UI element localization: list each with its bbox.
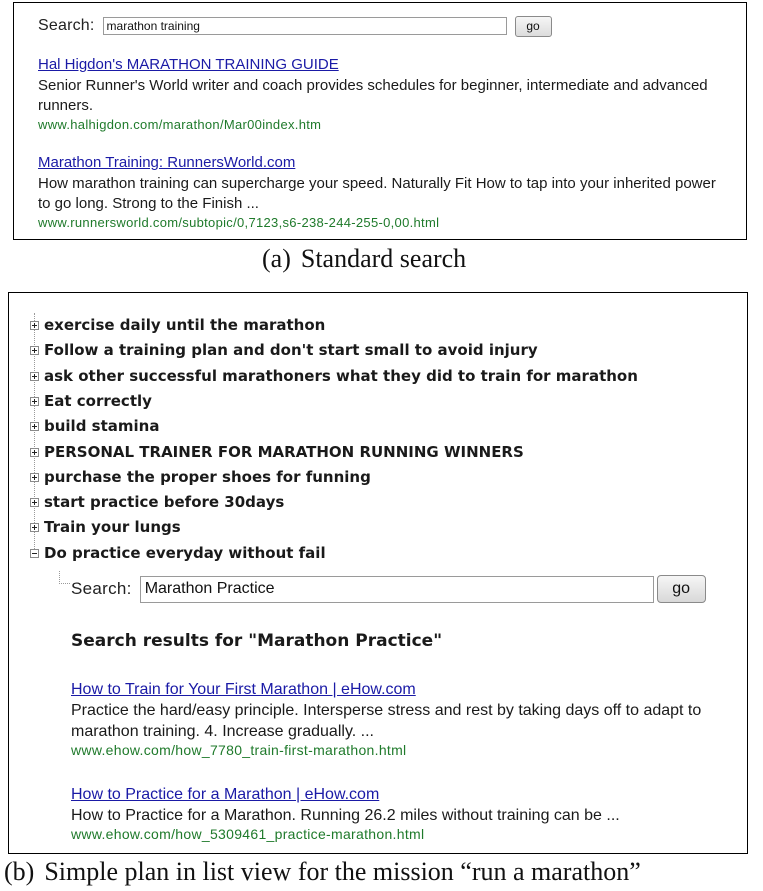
plan-step-label: Follow a training plan and don't start small to avoid injury — [44, 341, 538, 359]
sub-go-button[interactable]: go — [657, 575, 706, 603]
plan-step-item[interactable] — [30, 366, 638, 386]
caption-b-text: Simple plan in list view for the mission “run a marathon” — [44, 857, 641, 886]
plan-step-item[interactable] — [30, 416, 159, 436]
results-heading: Search results for "Marathon Practice" — [71, 631, 443, 651]
plan-step-label: exercise daily until the marathon — [44, 316, 326, 334]
caption-a — [262, 244, 466, 274]
expand-toggle-icon[interactable] — [30, 498, 39, 507]
plan-step-label: Eat correctly — [44, 392, 152, 410]
search-result — [71, 785, 736, 842]
standard-search-panel — [13, 2, 747, 240]
result-url: www.ehow.com/how_7780_train-first-marathon.html — [71, 742, 407, 758]
result-title-link[interactable]: How to Train for Your First Marathon | eHow.com — [71, 681, 416, 698]
search-result — [38, 56, 728, 132]
plan-step-label: Do practice everyday without fail — [44, 544, 326, 562]
caption-b — [4, 857, 641, 887]
search-result — [38, 154, 728, 230]
plan-step-item[interactable] — [30, 492, 284, 512]
search-input[interactable] — [103, 17, 507, 35]
search-label: Search: — [38, 17, 95, 34]
sub-search-bar — [71, 574, 706, 604]
result-title-link[interactable]: Hal Higdon's MARATHON TRAINING GUIDE — [38, 56, 339, 73]
collapse-toggle-icon[interactable] — [30, 549, 39, 558]
plan-step-label: ask other successful marathoners what they did to train for marathon — [44, 367, 638, 385]
caption-a-label: (a) — [262, 244, 291, 273]
plan-step-label: start practice before 30days — [44, 493, 285, 511]
plan-step-item[interactable] — [30, 442, 524, 462]
caption-a-text: Standard search — [300, 244, 467, 273]
expand-toggle-icon[interactable] — [30, 372, 39, 381]
expand-toggle-icon[interactable] — [30, 397, 39, 406]
result-url: www.runnersworld.com/subtopic/0,7123,s6-238-244-255-0,00.html — [38, 215, 440, 230]
expand-toggle-icon[interactable] — [30, 346, 39, 355]
sub-search-input[interactable] — [140, 576, 654, 603]
expand-toggle-icon[interactable] — [30, 448, 39, 457]
plan-step-item[interactable] — [30, 543, 326, 563]
plan-step-label: purchase the proper shoes for funning — [44, 468, 371, 486]
result-title-link[interactable]: How to Practice for a Marathon | eHow.com — [71, 786, 380, 803]
plan-step-item[interactable] — [30, 467, 371, 487]
result-snippet: How to Practice for a Marathon. Running 26.2 miles without training can be ... — [71, 807, 620, 824]
result-url: www.ehow.com/how_5309461_practice-marathon.html — [71, 826, 425, 842]
result-snippet: How marathon training can supercharge your speed. Naturally Fit How to tap into your inherited power to go long. Strong to the Finish ... — [38, 175, 716, 212]
search-bar — [38, 15, 552, 37]
plan-step-label: build stamina — [44, 417, 160, 435]
result-title-link[interactable]: Marathon Training: RunnersWorld.com — [38, 154, 296, 171]
plan-step-item[interactable] — [30, 315, 325, 335]
expand-toggle-icon[interactable] — [30, 321, 39, 330]
result-url: www.halhigdon.com/marathon/Mar00index.htm — [38, 117, 322, 132]
result-snippet: Senior Runner's World writer and coach provides schedules for beginner, intermediate and advanced runners. — [38, 77, 708, 114]
caption-b-label: (b) — [4, 857, 35, 886]
expand-toggle-icon[interactable] — [30, 422, 39, 431]
tree-connector-elbow — [59, 571, 70, 584]
search-result — [71, 680, 736, 758]
expand-toggle-icon[interactable] — [30, 523, 39, 532]
plan-step-label: Train your lungs — [44, 518, 181, 536]
expand-toggle-icon[interactable] — [30, 473, 39, 482]
plan-step-item[interactable] — [30, 391, 152, 411]
plan-list-panel — [8, 292, 748, 854]
sub-search-label: Search: — [71, 579, 132, 598]
plan-step-item[interactable] — [30, 517, 181, 537]
plan-step-label: PERSONAL TRAINER FOR MARATHON RUNNING WINNERS — [44, 443, 524, 461]
go-button[interactable]: go — [515, 16, 552, 37]
result-snippet: Practice the hard/easy principle. Intersperse stress and rest by taking days off to adapt to marathon training. 4. Increase gradually. ... — [71, 702, 702, 740]
plan-step-item[interactable] — [30, 340, 538, 360]
